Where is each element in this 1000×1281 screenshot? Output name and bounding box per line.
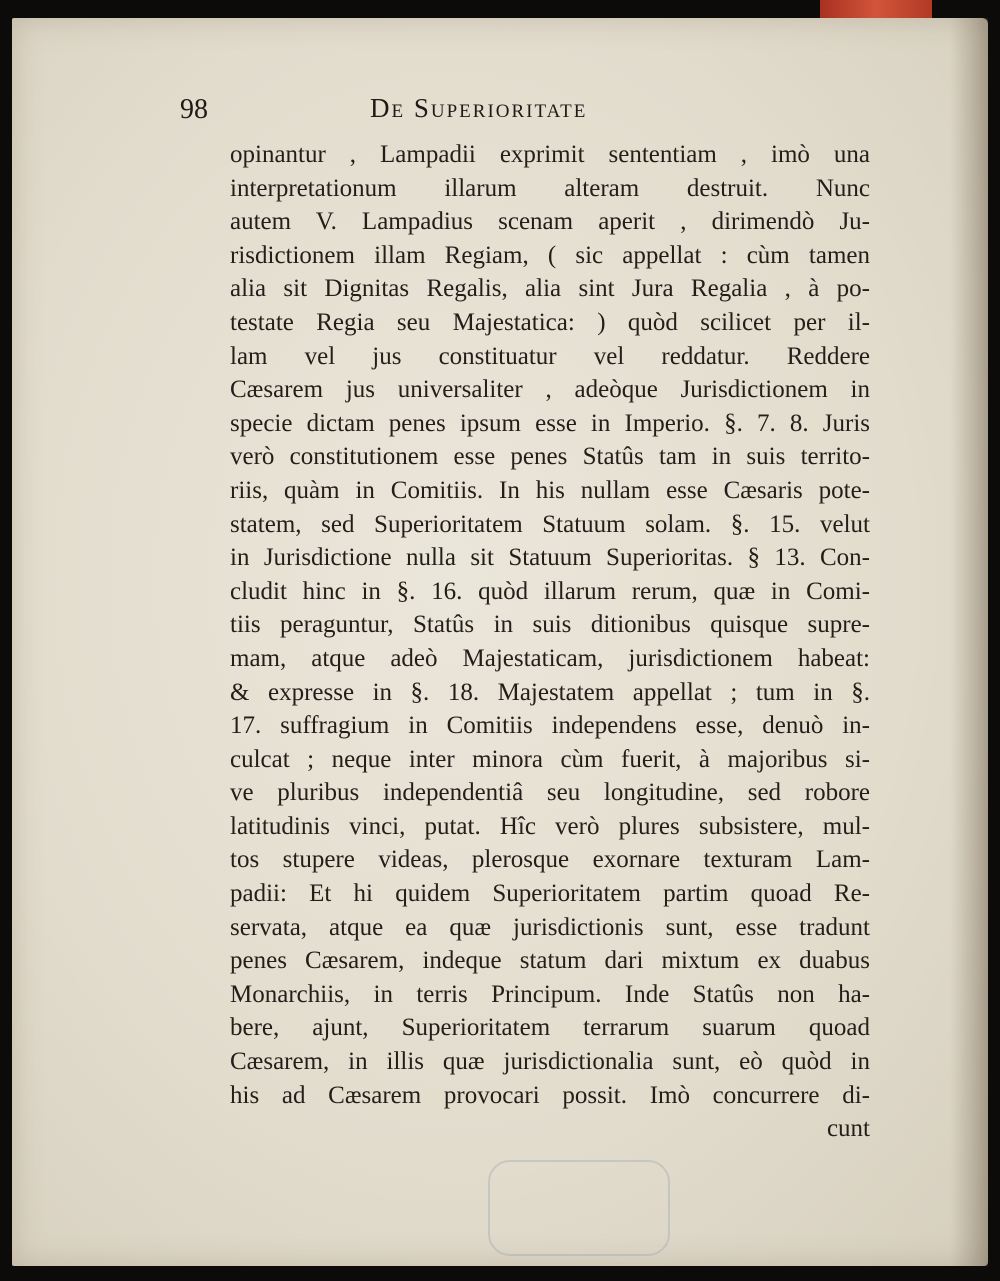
faded-library-stamp [488, 1160, 670, 1256]
text-line: cludit hinc in §. 16. quòd illarum rerum, quæ in Comi- [230, 577, 870, 605]
body-text [230, 138, 870, 1146]
text-line: penes Cæsarem, indeque statum dari mixtum ex duabus [230, 947, 870, 975]
text-line: in Jurisdictione nulla sit Statuum Superioritas. § 13. Con- [230, 544, 870, 572]
text-line: verò constitutionem esse penes Statûs tam in suis territo- [230, 443, 870, 471]
text-line: alia sit Dignitas Regalis, alia sint Jura Regalia , à po- [230, 275, 870, 303]
text-line: latitudinis vinci, putat. Hîc verò plures subsistere, mul- [230, 812, 870, 840]
text-line: 17. suffragium in Comitiis independens esse, denuò in- [230, 712, 870, 740]
text-line: tiis peraguntur, Statûs in suis ditionibus quisque supre- [230, 611, 870, 639]
text-line: specie dictam penes ipsum esse in Imperio. §. 7. 8. Juris [230, 409, 870, 437]
text-line: bere, ajunt, Superioritatem terrarum suarum quoad [230, 1014, 870, 1042]
text-line: testate Regia seu Majestatica: ) quòd scilicet per il- [230, 308, 870, 336]
text-line: riis, quàm in Comitiis. In his nullam esse Cæsaris pote- [230, 476, 870, 504]
page-gutter-shadow [950, 18, 988, 1266]
text-line: his ad Cæsarem provocari possit. Imò concurrere di- [230, 1081, 870, 1109]
text-line: Monarchiis, in terris Principum. Inde Statûs non ha- [230, 980, 870, 1008]
text-line: opinantur , Lampadii exprimit sententiam , imò una [230, 141, 870, 168]
text-line: Cæsarem, in illis quæ jurisdictionalia sunt, eò quòd in [230, 1048, 870, 1076]
text-line: & expresse in §. 18. Majestatem appellat ; tum in §. [230, 678, 870, 706]
text-line: Cæsarem jus universaliter , adeòque Jurisdictionem in [230, 376, 870, 404]
text-line: interpretationum illarum alteram destruit. Nunc [230, 174, 870, 202]
text-line: lam vel jus constituatur vel reddatur. Reddere [230, 342, 870, 370]
catchword: cunt [826, 1115, 870, 1143]
text-line: risdictionem illam Regiam, ( sic appellat : cùm tamen [230, 241, 870, 269]
text-line: padii: Et hi quidem Superioritatem partim quoad Re- [230, 880, 870, 908]
text-line: statem, sed Superioritatem Statuum solam. §. 15. velut [230, 510, 870, 538]
text-line: mam, atque adeò Majestaticam, jurisdictionem habeat: [230, 644, 870, 672]
text-line: tos stupere videas, plerosque exornare texturam Lam- [230, 846, 870, 874]
page-number: 98 [180, 94, 208, 125]
text-line: servata, atque ea quæ jurisdictionis sunt, esse tradunt [230, 913, 870, 941]
running-title: De Superioritate [370, 93, 588, 123]
text-line: ve pluribus independentiâ seu longitudine, sed robore [230, 779, 870, 807]
text-line: culcat ; neque inter minora cùm fuerit, à majoribus si- [230, 745, 870, 773]
text-line: autem V. Lampadius scenam aperit , dirimendò Ju- [230, 208, 870, 236]
